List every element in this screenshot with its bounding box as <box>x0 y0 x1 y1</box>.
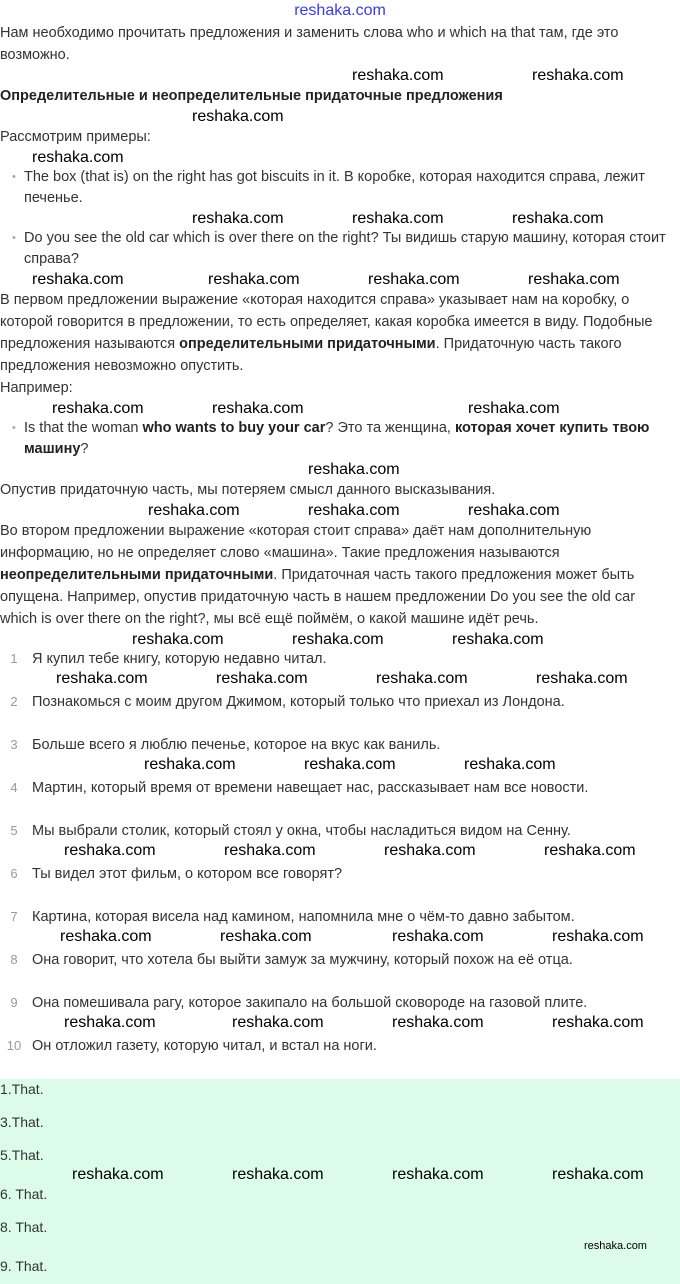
site-title: reshaka.com <box>294 2 386 19</box>
watermark: reshaka.com <box>132 631 224 648</box>
sentence-item <box>0 950 680 970</box>
example-bullet: • Do you see the old car which is over there on the right? Ты видишь старую машину, которая стоит справа? <box>24 228 680 270</box>
watermark: reshaka.com <box>392 1014 484 1031</box>
answer-box <box>0 1079 680 1284</box>
watermark: reshaka.com <box>72 1166 164 1183</box>
watermark: reshaka.com <box>352 67 444 84</box>
watermark: reshaka.com <box>452 631 544 648</box>
sentence-item <box>0 735 680 755</box>
watermark: reshaka.com <box>352 210 444 227</box>
example-bullet <box>24 418 680 460</box>
watermark: reshaka.com <box>208 271 300 288</box>
intro-text: Нам необходимо прочитать предложения и заменить слова who и which на that там, где это возможно. <box>0 25 619 63</box>
watermark-row <box>0 841 680 864</box>
bold-text: who wants to buy your car <box>142 420 326 436</box>
sentence-text: Мы выбрали столик, который стоял у окна, чтобы насладиться видом на Сенну. <box>32 823 571 839</box>
watermark-row <box>0 1013 680 1036</box>
sentence-number: 2 <box>10 694 18 709</box>
watermark: reshaka.com <box>468 502 560 519</box>
watermark: reshaka.com <box>292 631 384 648</box>
sentence-number: 4 <box>10 780 18 795</box>
section-heading: Определительные и неопределительные придаточные предложения <box>0 88 503 104</box>
sentence-text: Она помешивала рагу, которое закипало на большой сковороде на газовой плите. <box>32 995 588 1011</box>
sentence-text: Она говорит, что хотела бы выйти замуж за мужчину, который похож на её отца. <box>32 952 573 968</box>
sentence-text: Больше всего я люблю печенье, которое на вкус как ваниль. <box>32 737 441 753</box>
watermark: reshaka.com <box>212 400 304 417</box>
bold-term: определительными придаточными <box>179 336 436 352</box>
text: Is that the woman <box>24 420 143 436</box>
paragraph-defining <box>0 289 680 377</box>
watermark: reshaka.com <box>368 271 460 288</box>
paragraph-nondefining <box>0 520 680 630</box>
sentence-number: 9 <box>10 995 18 1010</box>
watermark: reshaka.com <box>384 842 476 859</box>
watermark: reshaka.com <box>528 271 620 288</box>
watermark: reshaka.com <box>536 670 628 687</box>
text: . Придаточная часть такого предложения может быть опущена. Например, опустив придаточную часть в нашем предложении Do you see the old car which is over there on the right?, мы всё ещё поймём, о какой машине идёт речь. <box>0 567 636 627</box>
sentence-item <box>0 1036 680 1056</box>
sentence-item <box>0 821 680 841</box>
watermark: reshaka.com <box>224 842 316 859</box>
watermark-row <box>0 970 680 993</box>
sentence-number: 8 <box>10 952 18 967</box>
for-example-label: Например: <box>0 380 73 396</box>
watermark: reshaka.com <box>60 928 152 945</box>
watermark: reshaka.com <box>464 756 556 773</box>
watermark-row <box>0 1099 680 1112</box>
watermark: reshaka.com <box>64 1014 156 1031</box>
watermark: reshaka.com <box>376 670 468 687</box>
watermark-row <box>0 927 680 950</box>
watermark: reshaka.com <box>544 842 636 859</box>
watermark: reshaka.com <box>220 928 312 945</box>
answer-item: 3.That. <box>0 1114 44 1130</box>
watermark-row <box>0 755 680 778</box>
watermark-row <box>0 1276 680 1280</box>
text: . Придаточную часть такого предложения невозможно опустить. <box>0 336 622 374</box>
watermark-row <box>0 1165 680 1184</box>
example-bullet: • The box (that is) on the right has got biscuits in it. В коробке, которая находится справа, лежит печенье. <box>24 167 680 209</box>
watermark: reshaka.com <box>552 928 644 945</box>
watermark: reshaka.com <box>216 670 308 687</box>
watermark: reshaka.com <box>584 1240 647 1252</box>
watermark: reshaka.com <box>304 756 396 773</box>
sentence-text: Я купил тебе книгу, которую недавно читал. <box>32 651 327 667</box>
watermark-row <box>0 1132 680 1145</box>
sentence-item <box>0 692 680 712</box>
watermark-row <box>0 669 680 692</box>
sentence-number: 5 <box>10 823 18 838</box>
watermark: reshaka.com <box>192 210 284 227</box>
watermark-row <box>0 1056 680 1079</box>
text: ? Это та женщина, <box>325 420 455 436</box>
answer-item: 9. That. <box>0 1258 48 1274</box>
text: ? <box>80 441 89 457</box>
watermark-row <box>0 630 680 649</box>
watermark: reshaka.com <box>552 1014 644 1031</box>
sentence-item <box>0 778 680 798</box>
watermark-row <box>0 107 680 126</box>
watermark-row <box>0 270 680 289</box>
sentence-text: Познакомься с моим другом Джимом, который только что приехал из Лондона. <box>32 694 565 710</box>
sentence-number: 1 <box>10 651 18 666</box>
watermark-row <box>0 798 680 821</box>
sentence-number: 6 <box>10 866 18 881</box>
watermark: reshaka.com <box>308 502 400 519</box>
sentence-text: Картина, которая висела над камином, напомнила мне о чём-то давно забытом. <box>32 909 575 925</box>
watermark: reshaka.com <box>468 400 560 417</box>
watermark: reshaka.com <box>32 149 124 166</box>
watermark: reshaka.com <box>148 502 240 519</box>
watermark: reshaka.com <box>144 756 236 773</box>
watermark: reshaka.com <box>56 670 148 687</box>
answer-item: 8. That. <box>0 1219 48 1235</box>
watermark: reshaka.com <box>192 108 284 125</box>
watermark: reshaka.com <box>392 1166 484 1183</box>
sentence-text: Мартин, который время от времени навещает нас, рассказывает нам все новости. <box>32 780 589 796</box>
watermark-row <box>0 460 680 479</box>
sentence-list <box>0 649 680 1079</box>
watermark-row <box>0 712 680 735</box>
answer-item: 1.That. <box>0 1081 44 1097</box>
text: Во втором предложении выражение «которая стоит справа» даёт нам дополнительную информацию, но не определяет слово «машина». Такие предложения называются <box>0 523 592 561</box>
watermark: reshaka.com <box>552 1166 644 1183</box>
sentence-number: 10 <box>6 1038 22 1053</box>
watermark: reshaka.com <box>308 461 400 478</box>
sentence-item <box>0 649 680 669</box>
sentence-item <box>0 864 680 884</box>
watermark-row <box>0 884 680 907</box>
sentence-number: 3 <box>10 737 18 752</box>
watermark: reshaka.com <box>64 842 156 859</box>
watermark: reshaka.com <box>512 210 604 227</box>
watermark: reshaka.com <box>232 1014 324 1031</box>
examples-label: Рассмотрим примеры: <box>0 129 151 145</box>
text: В первом предложении выражение «которая находится справа» указывает нам на коробку, о которой говорится в предложении, то есть определяет, какая коробка имеется в виду. Подобные предложения называются <box>0 292 653 352</box>
watermark-row <box>0 66 680 85</box>
watermark: reshaka.com <box>232 1166 324 1183</box>
sentence-item <box>0 993 680 1013</box>
watermark-row <box>0 148 680 167</box>
sentence-item <box>0 907 680 927</box>
paragraph-omit: Опустив придаточную часть, мы потеряем смысл данного высказывания. <box>0 482 496 498</box>
sentence-number: 7 <box>10 909 18 924</box>
watermark-row <box>0 501 680 520</box>
watermark: reshaka.com <box>532 67 624 84</box>
answer-item: 5.That. <box>0 1147 44 1163</box>
watermark: reshaka.com <box>32 271 124 288</box>
watermark: reshaka.com <box>52 400 144 417</box>
sentence-text: Он отложил газету, которую читал, и встал на ноги. <box>32 1038 377 1054</box>
watermark-row <box>0 1237 680 1256</box>
watermark-row <box>0 399 680 418</box>
bold-term: неопределительными придаточными <box>0 567 274 583</box>
watermark: reshaka.com <box>392 928 484 945</box>
bold-text: которая хочет купить твою машину <box>24 420 650 457</box>
sentence-text: Ты видел этот фильм, о котором все говорят? <box>32 866 343 882</box>
watermark-row <box>0 1204 680 1217</box>
watermark-row <box>0 209 680 228</box>
answer-item: 6. That. <box>0 1186 48 1202</box>
